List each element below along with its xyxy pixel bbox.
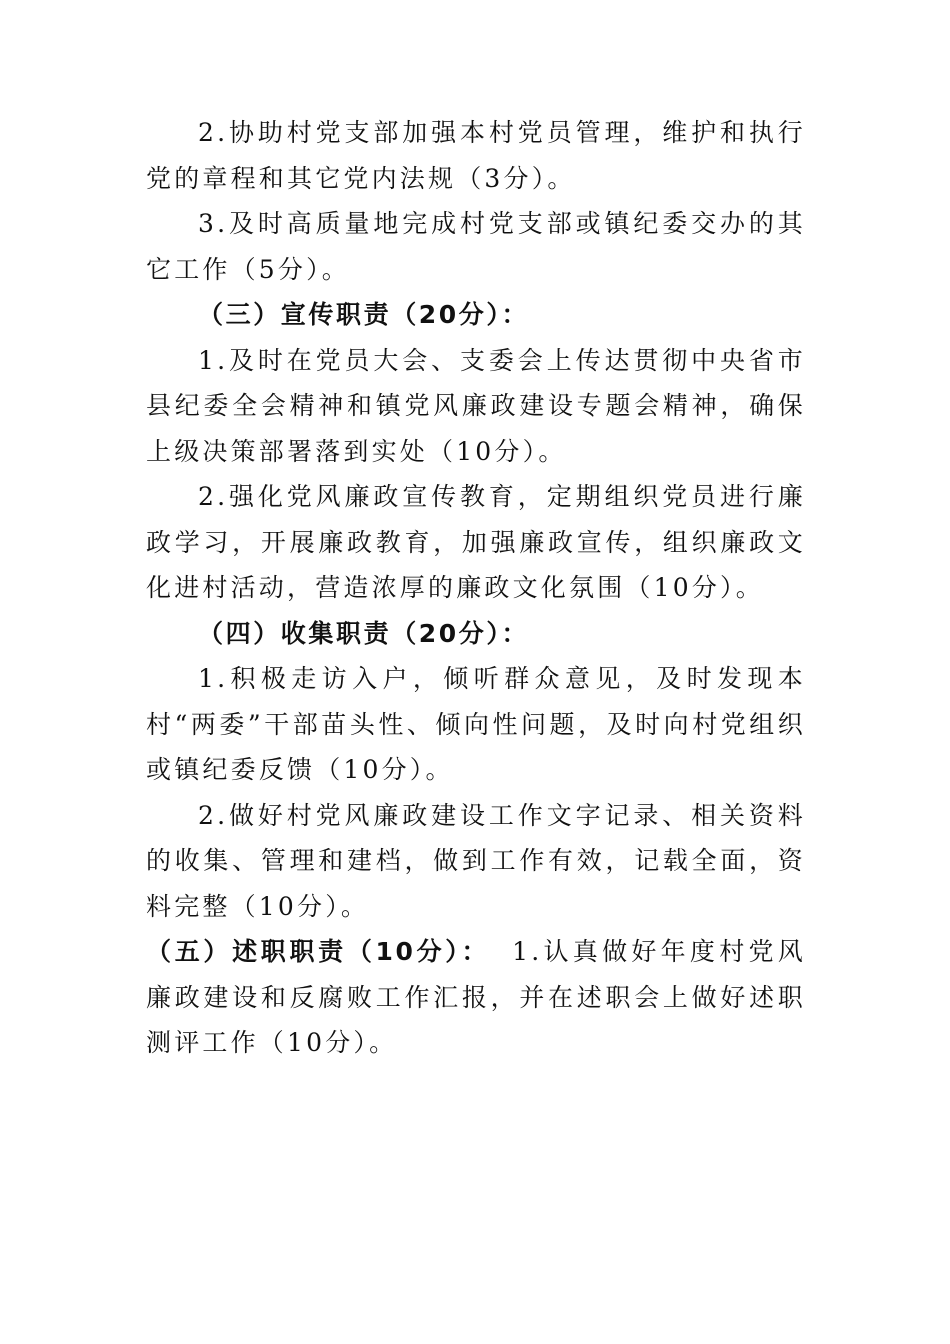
section-heading-publicity: （三）宣传职责（20分）： <box>198 300 530 329</box>
paragraph-record-keeping: 2.做好村党风廉政建设工作文字记录、相关资料的收集、管理和建档，做到工作有效，记载全面，资料完整（10分）。 <box>146 800 806 921</box>
paragraph-convey-spirit: 1.及时在党员大会、支委会上传达贯彻中央省市县纪委全会精神和镇党风廉政建设专题会精神，确保上级决策部署落到实处（10分）。 <box>146 345 806 466</box>
section-heading-collection: （四）收集职责（20分）： <box>198 618 530 648</box>
reporting-text: 1.认真做好年度村党风廉政建设和反腐败工作汇报，并在述职会上做好述职测评工作（10分）。 <box>146 937 806 1057</box>
paragraph-party-member-management: 2.协助村党支部加强本村党员管理，维护和执行党的章程和其它党内法规（3分）。 <box>146 118 806 193</box>
section-heading-reporting: （五）述职职责（10分）： <box>146 937 491 966</box>
paragraph-reporting <box>146 929 806 1066</box>
paragraph-visit-households: 1.积极走访入户，倾听群众意见，及时发现本村“两委”干部苗头性、倾向性问题，及时向村党组织或镇纪委反馈（10分）。 <box>146 664 806 784</box>
paragraph-complete-other-work: 3.及时高质量地完成村党支部或镇纪委交办的其它工作（5分）。 <box>146 209 806 284</box>
paragraph-integrity-education: 2.强化党风廉政宣传教育，定期组织党员进行廉政学习，开展廉政教育，加强廉政宣传，组织廉政文化进村活动，营造浓厚的廉政文化氛围（10分）。 <box>146 482 806 602</box>
document-page <box>146 110 806 1066</box>
